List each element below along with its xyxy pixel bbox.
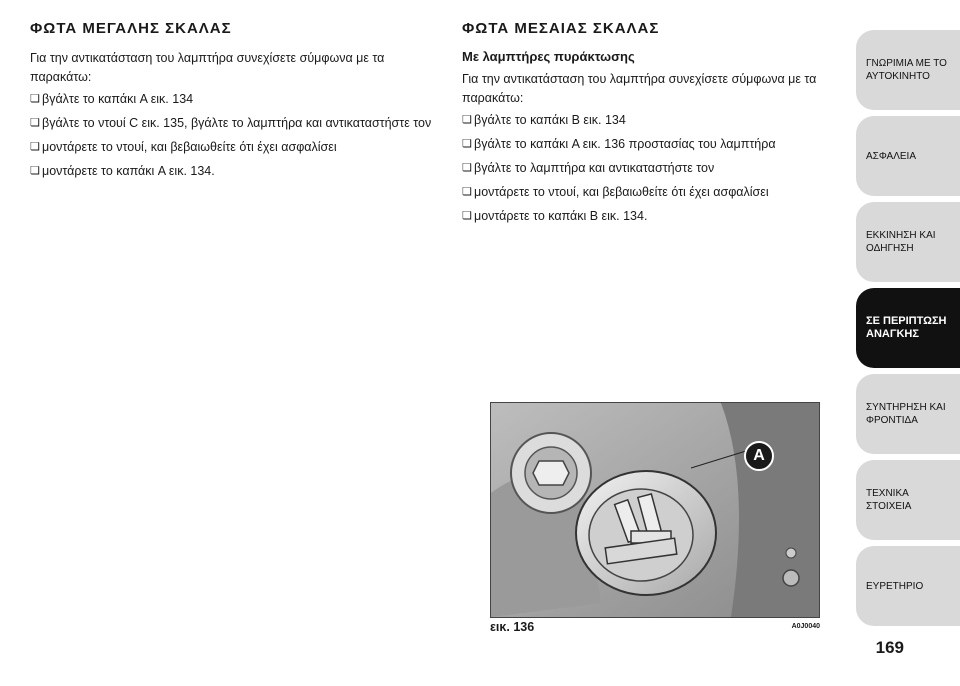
right-steps-list (462, 112, 827, 225)
section-subtitle: Με λαμπτήρες πυράκτωσης (462, 49, 635, 64)
tab-label: ΤΕΧΝΙΚΑ ΣΤΟΙΧΕΙΑ (866, 488, 912, 512)
chapter-tabs (856, 30, 960, 632)
list-item: ❏ βγάλτε το καπάκι A εικ. 134 (30, 91, 440, 108)
list-item: ❏ βγάλτε το λαμπτήρα και αντικαταστήστε τον (462, 160, 827, 177)
tab-label: ΓΝΩΡΙΜΙΑ ΜΕ ΤΟ ΑΥΤΟΚΙΝΗΤΟ (866, 58, 947, 82)
right-intro: Για την αντικατάσταση του λαμπτήρα συνεχίσετε σύμφωνα με τα παρακάτω: (462, 72, 817, 105)
figure-caption (490, 620, 820, 638)
tab-emergency[interactable] (856, 288, 960, 368)
tab-label: ΑΣΦΑΛΕΙΑ (866, 150, 917, 162)
tab-label: ΕΚΚΙΝΗΣΗ ΚΑΙ ΟΔΗΓΗΣΗ (866, 230, 936, 254)
tab-starting-driving[interactable] (856, 202, 960, 282)
tab-getting-to-know[interactable] (856, 30, 960, 110)
headlamp-illustration (491, 403, 819, 617)
figure-label: εικ. 136 (490, 620, 535, 634)
callout-label: A (753, 447, 765, 464)
left-steps-list (30, 91, 440, 180)
figure-headlamp-cap (490, 402, 820, 618)
figure-code: A0J0040 (791, 623, 820, 630)
list-item: ❏ μοντάρετε το ντουί, και βεβαιωθείτε ότι έχει ασφαλίσει (30, 139, 440, 156)
section-title-high-beam: ΦΩΤΑ ΜΕΓΑΛΗΣ ΣΚΑΛΑΣ (30, 20, 232, 37)
list-item: ❏ βγάλτε το καπάκι B εικ. 134 (462, 112, 827, 129)
list-item: ❏ βγάλτε το καπάκι A εικ. 136 προστασίας του λαμπτήρα (462, 136, 827, 153)
page-number: 169 (875, 638, 904, 657)
left-column (30, 20, 440, 187)
tab-technical-data[interactable] (856, 460, 960, 540)
tab-label: ΣΥΝΤΗΡΗΣΗ ΚΑΙ ΦΡΟΝΤΙΔΑ (866, 402, 946, 426)
right-column (462, 20, 827, 232)
tab-maintenance[interactable] (856, 374, 960, 454)
tab-safety[interactable] (856, 116, 960, 196)
left-intro: Για την αντικατάσταση του λαμπτήρα συνεχίσετε σύμφωνα με τα παρακάτω: (30, 51, 385, 84)
tab-label: ΣΕ ΠΕΡΙΠΤΩΣΗ ΑΝΑΓΚΗΣ (866, 315, 947, 340)
list-item: ❏ μοντάρετε το καπάκι A εικ. 134. (30, 163, 440, 180)
list-item: ❏ μοντάρετε το καπάκι B εικ. 134. (462, 208, 827, 225)
section-title-low-beam: ΦΩΤΑ ΜΕΣΑΙΑΣ ΣΚΑΛΑΣ (462, 20, 660, 37)
tab-label: ΕΥΡΕΤΗΡΙΟ (866, 580, 924, 592)
tab-index[interactable] (856, 546, 960, 626)
list-item: ❏ μοντάρετε το ντουί, και βεβαιωθείτε ότι έχει ασφαλίσει (462, 184, 827, 201)
callout-a-badge (744, 441, 774, 471)
list-item: ❏ βγάλτε το ντουί C εικ. 135, βγάλτε το λαμπτήρα και αντικαταστήστε τον (30, 115, 440, 132)
